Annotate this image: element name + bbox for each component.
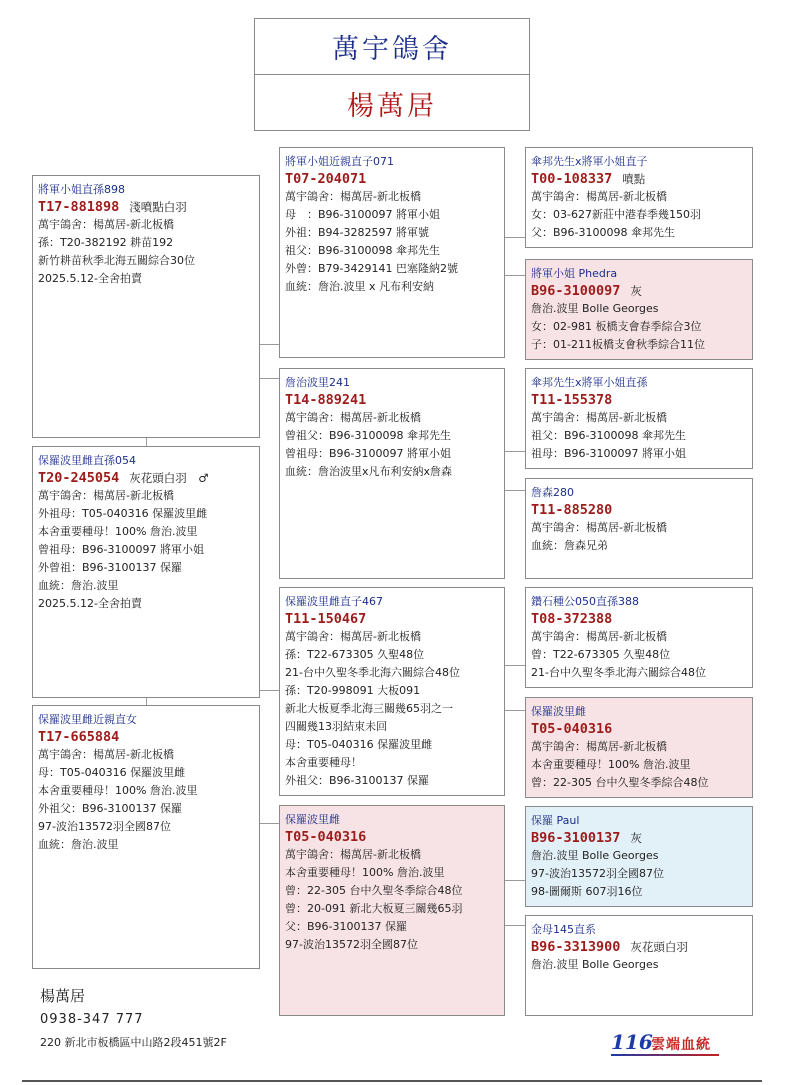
- logo-text: 雲端血統: [651, 1037, 711, 1053]
- card-title: 保羅波里雌: [285, 813, 340, 826]
- connector: [504, 237, 525, 238]
- card-line: 四關幾13羽結束未回: [285, 720, 387, 733]
- owner-name-title: 楊萬居: [347, 90, 437, 122]
- card-line: 詹治.波里 Bolle Georges: [531, 958, 659, 971]
- ring-number: T11-150467: [285, 611, 367, 627]
- card-line: 本舍重要種母！100% 詹治.波里: [38, 525, 198, 538]
- card-title: 保羅 Paul: [531, 814, 580, 827]
- ring-number: T17-665884: [38, 729, 120, 745]
- card-line: 萬宇鴿舍：楊萬居-新北板橋: [531, 630, 667, 643]
- connector: [504, 665, 525, 666]
- card-line: 97-波治13572羽全國87位: [38, 820, 171, 833]
- ring-number: T05-040316: [285, 829, 367, 845]
- card-line: 父：B96-3100137 保羅: [285, 920, 407, 933]
- ring-number: T05-040316: [531, 721, 613, 737]
- pedigree-card-gg-2: [525, 259, 753, 360]
- card-line: 曾祖母：B96-3100097 將軍小姐: [38, 543, 204, 556]
- card-line: 母：T05-040316 保羅波里雌: [285, 738, 433, 751]
- card-line: 曾祖父：B96-3100098 傘邦先生: [285, 429, 451, 442]
- card-line: 女：02-981 板橋支會春季綜合3位: [531, 320, 702, 333]
- ring-number-line: [531, 938, 752, 956]
- connector: [259, 823, 280, 824]
- card-line: 萬宇鴿舍：楊萬居-新北板橋: [285, 630, 421, 643]
- card-line: 新竹耕苗秋季北海五關綜合30位: [38, 254, 195, 267]
- ring-number: T07-204071: [285, 171, 367, 187]
- card-line: 萬宇鴿舍：楊萬居-新北板橋: [531, 740, 667, 753]
- contact-name: 楊萬居: [40, 987, 86, 1005]
- connector: [259, 690, 280, 691]
- ring-number-line: [531, 282, 752, 300]
- ring-number: T08-372388: [531, 611, 613, 627]
- pedigree-card-grandsire-1: [279, 147, 505, 358]
- card-title: 將軍小姐 Phedra: [531, 267, 618, 280]
- connector: [504, 451, 525, 452]
- card-title: 將軍小姐近親直子071: [285, 155, 394, 168]
- card-line: 萬宇鴿舍：楊萬居-新北板橋: [38, 489, 174, 502]
- connector: [504, 490, 525, 491]
- pedigree-card-dam: [32, 705, 260, 969]
- ring-number-line: [531, 720, 752, 738]
- card-title: 金母145直系: [531, 923, 596, 936]
- contact-phone: 0938-347 777: [40, 1012, 144, 1027]
- feather-color: 灰: [630, 284, 642, 298]
- ring-number-line: [531, 610, 752, 628]
- card-line: 曾：22-305 台中久聖冬季綜合48位: [285, 884, 463, 897]
- card-line: 祖母：B96-3100097 將軍小姐: [531, 447, 686, 460]
- card-line: 萬宇鴿舍：楊萬居-新北板橋: [285, 848, 421, 861]
- card-line: 21-台中久聖冬季北海六關綜合48位: [285, 666, 460, 679]
- cloud-pedigree-logo: [611, 1030, 731, 1058]
- connector: [504, 275, 525, 276]
- pedigree-card-gg-4: [525, 478, 753, 579]
- title-box: [254, 18, 530, 131]
- card-line: 本舍重要種母！100% 詹治.波里: [38, 784, 198, 797]
- card-line: 外祖父：B96-3100137 保羅: [285, 774, 429, 787]
- card-line: 祖父：B96-3100098 傘邦先生: [531, 429, 686, 442]
- connector: [504, 880, 525, 881]
- card-line: 血統：詹治.波里: [38, 579, 119, 592]
- ring-number: T17-881898: [38, 199, 120, 215]
- connector: [504, 710, 525, 711]
- pedigree-card-gg-5: [525, 587, 753, 688]
- ring-number: B96-3100097: [531, 283, 621, 299]
- connector: [504, 925, 525, 926]
- card-line: 萬宇鴿舍：楊萬居-新北板橋: [38, 218, 174, 231]
- ring-number-line: [531, 829, 752, 847]
- card-title: 詹治波里241: [285, 376, 350, 389]
- ring-number-line: [285, 170, 504, 188]
- ring-number-line: [531, 391, 752, 409]
- card-line: 萬宇鴿舍：楊萬居-新北板橋: [531, 521, 667, 534]
- card-line: 詹治.波里 Bolle Georges: [531, 302, 659, 315]
- card-line: 曾祖母：B96-3100097 將軍小姐: [285, 447, 451, 460]
- pedigree-card-gg-1: [525, 147, 753, 248]
- card-line: 萬宇鴿舍：楊萬居-新北板橋: [38, 748, 174, 761]
- ring-number-line: [38, 728, 259, 746]
- contact-address: 220 新北市板橋區中山路2段451號2F: [40, 1036, 227, 1049]
- card-line: 本舍重要種母！: [285, 756, 362, 769]
- card-line: 祖父：B96-3100098 傘邦先生: [285, 244, 440, 257]
- card-title: 保羅波里雌直子467: [285, 595, 383, 608]
- ring-number-line: [38, 469, 259, 487]
- card-title: 保羅波里雌近親直女: [38, 713, 137, 726]
- card-line: 外祖母：T05-040316 保羅波里雌: [38, 507, 208, 520]
- card-line: 血統：詹森兄弟: [531, 539, 608, 552]
- card-line: 血統：詹治.波里: [38, 838, 119, 851]
- pedigree-card-gg-7: [525, 806, 753, 907]
- bottom-divider: [22, 1080, 762, 1082]
- ring-number: T14-889241: [285, 392, 367, 408]
- ring-number: T11-155378: [531, 392, 613, 408]
- card-line: 外祖：B94-3282597 將軍號: [285, 226, 429, 239]
- connector: [259, 344, 280, 345]
- card-line: 母：T05-040316 保羅波里雌: [38, 766, 186, 779]
- connector: [259, 378, 280, 379]
- card-line: 2025.5.12-全舍拍賣: [38, 272, 142, 285]
- card-line: 曾：T22-673305 久聖48位: [531, 648, 671, 661]
- card-line: 本舍重要種母！100% 詹治.波里: [531, 758, 691, 771]
- card-line: 2025.5.12-全舍拍賣: [38, 597, 142, 610]
- feather-color: 灰花頭白羽: [630, 940, 688, 954]
- card-title: 傘邦先生x將軍小姐直子: [531, 155, 648, 168]
- pedigree-card-self-top: [32, 175, 260, 438]
- feather-color: 灰花頭白羽 ♂: [129, 471, 209, 485]
- card-title: 保羅波里雌直孫054: [38, 454, 136, 467]
- logo-number: 116: [611, 1030, 653, 1054]
- card-line: 21-台中久聖冬季北海六關綜合48位: [531, 666, 706, 679]
- ring-number-line: [285, 610, 504, 628]
- card-line: 97-波治13572羽全國87位: [531, 867, 664, 880]
- loft-name: 萬宇鴿舍: [255, 19, 529, 75]
- card-line: 曾：20-091 新北大板夏三關幾65羽: [285, 902, 463, 915]
- card-line: 萬宇鴿舍：楊萬居-新北板橋: [531, 411, 667, 424]
- card-title: 詹森280: [531, 486, 574, 499]
- card-line: 父：B96-3100098 傘邦先生: [531, 226, 675, 239]
- card-line: 孫：T20-998091 大板091: [285, 684, 421, 697]
- card-line: 母 ：B96-3100097 將軍小姐: [285, 208, 440, 221]
- feather-color: 灰: [630, 831, 642, 845]
- card-line: 外曾祖：B96-3100137 保羅: [38, 561, 182, 574]
- logo-underline: [611, 1054, 719, 1056]
- pedigree-card-granddam-1: [279, 368, 505, 579]
- pedigree-card-grandsire-2: [279, 587, 505, 796]
- card-line: 女：03-627新莊中港春季幾150羽: [531, 208, 701, 221]
- card-line: 97-波治13572羽全國87位: [285, 938, 418, 951]
- ring-number-line: [531, 170, 752, 188]
- card-line: 本舍重要種母！100% 詹治.波里: [285, 866, 445, 879]
- feather-color: 噴點: [622, 172, 646, 186]
- card-line: 詹治.波里 Bolle Georges: [531, 849, 659, 862]
- ring-number: T11-885280: [531, 502, 613, 518]
- card-line: 98-圖爾斯 607羽16位: [531, 885, 643, 898]
- card-title: 鑽石種公050直孫388: [531, 595, 639, 608]
- card-line: 新北大板夏季北海三關幾65羽之一: [285, 702, 453, 715]
- ring-number-line: [38, 198, 259, 216]
- feather-color: 淺噴點白羽: [129, 200, 187, 214]
- pedigree-card-gg-8: [525, 915, 753, 1016]
- ring-number: B96-3313900: [531, 939, 621, 955]
- card-line: 子：01-211板橋支會秋季綜合11位: [531, 338, 705, 351]
- card-line: 萬宇鴿舍：楊萬居-新北板橋: [285, 190, 421, 203]
- card-line: 血統：詹治波里x凡布利安納x詹森: [285, 465, 453, 478]
- card-title: 將軍小姐直孫898: [38, 183, 125, 196]
- card-line: 孫：T20-382192 耕苗192: [38, 236, 174, 249]
- card-line: 萬宇鴿舍：楊萬居-新北板橋: [531, 190, 667, 203]
- card-title: 傘邦先生x將軍小姐直孫: [531, 376, 648, 389]
- pedigree-card-sire: [32, 446, 260, 698]
- ring-number-line: [285, 828, 504, 846]
- card-line: 外祖父：B96-3100137 保羅: [38, 802, 182, 815]
- card-line: 孫：T22-673305 久聖48位: [285, 648, 425, 661]
- ring-number-line: [531, 501, 752, 519]
- card-line: 外曾：B79-3429141 巴塞隆納2號: [285, 262, 458, 275]
- owner-contact: [40, 985, 227, 1053]
- ring-number: T00-108337: [531, 171, 613, 187]
- pedigree-card-gg-3: [525, 368, 753, 469]
- ring-number: T20-245054: [38, 470, 120, 486]
- pedigree-card-gg-6: [525, 697, 753, 798]
- ring-number-line: [285, 391, 504, 409]
- card-line: 曾：22-305 台中久聖冬季綜合48位: [531, 776, 709, 789]
- pedigree-card-granddam-2: [279, 805, 505, 1016]
- card-title: 保羅波里雌: [531, 705, 586, 718]
- card-line: 血統：詹治.波里 x 凡布利安納: [285, 280, 434, 293]
- card-line: 萬宇鴿舍：楊萬居-新北板橋: [285, 411, 421, 424]
- ring-number: B96-3100137: [531, 830, 621, 846]
